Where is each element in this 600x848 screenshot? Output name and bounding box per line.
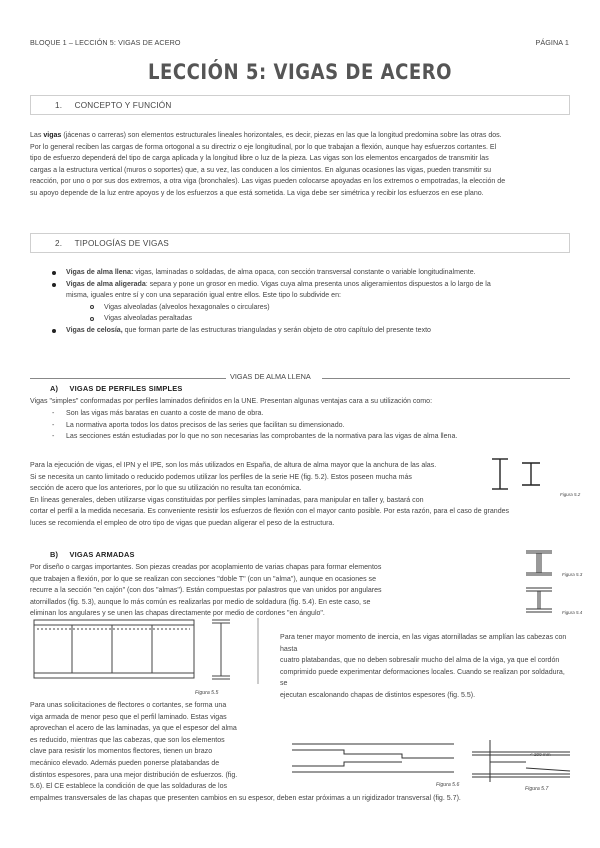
sub-bullet-item <box>104 302 576 314</box>
section-2-title: TIPOLOGÍAS DE VIGAS <box>74 239 169 248</box>
subsection-b-paragraph-3 <box>30 700 268 793</box>
bullet-dot-icon <box>52 329 56 333</box>
bullet-term: Vigas de alma aligerada <box>66 280 146 288</box>
figure-5-5-drawing <box>32 616 272 688</box>
bullet-dot-icon <box>52 283 56 287</box>
figure-5-2-drawing <box>486 455 570 499</box>
subsection-a-label <box>50 384 183 393</box>
text-line: tipo de esfuerzo dependerá del tipo de carga aplicada y la longitud libre o luz de la pieza. Las vigas son los elementos encargados de transmitir las <box>30 155 489 163</box>
text-run: Las <box>30 132 44 139</box>
circle-bullet-icon <box>90 317 94 321</box>
bullet-dot-icon <box>52 271 56 275</box>
text-line: aprovechan el acero de las laminadas, ya que el espesor del alma <box>30 725 237 733</box>
sub-bullet-text: Vigas alveoladas (alveolos hexagonales o circulares) <box>104 303 270 311</box>
divider-rule-left <box>30 378 226 379</box>
figure-5-7-dimension-label: < 200 mm <box>530 752 551 757</box>
section-1-title: CONCEPTO Y FUNCIÓN <box>74 101 172 110</box>
text-line: cuatro platabandas, que no deben sobresalir mucho del alma de la viga, ya que el cordón <box>280 657 560 665</box>
subsection-b-letter: B) <box>50 550 59 559</box>
text-line: cargas a la estructura vertical (muros o soportes) que, a su vez, las conducen a los cimientos. En algunas ocasiones las vigas, pueden transmitir su <box>30 166 492 174</box>
text-line: es reducido, mientras que las cabezas, que son los elementos <box>30 736 225 744</box>
dash-item <box>52 408 566 420</box>
bullet-term: Vigas de celosía, <box>66 326 123 334</box>
section-1-label <box>55 101 171 110</box>
text-line: Para tener mayor momento de inercia, en las vigas atornilladas se amplían las cabezas con hasta <box>280 634 567 653</box>
dash-marker: - <box>52 421 55 429</box>
section-2-header <box>30 233 570 253</box>
dash-text: Las secciones están estudiadas por lo que no son necesarias las comprobantes de la normativa para las vigas de alma llena. <box>66 433 458 441</box>
sub-bullet-text: Vigas alveoladas peraltadas <box>104 315 193 323</box>
text-line: que trabajen a flexión, por lo que se realizan con secciones "doble T" (con un "alma"), aunque en ocasiones se <box>30 575 376 583</box>
text-line: cortar el perfil a la medida necesaria. Es conveniente resistir los esfuerzos de flexión con el mayor canto posible. Por esta razón, para el caso de grandes <box>30 508 510 516</box>
text-line: En líneas generales, deben utilizarse vigas constituidas por perfiles simples laminadas, para manipular en taller y, bastará con <box>30 496 424 504</box>
text-line: viga armada de menor peso que el perfil laminado. Estas vigas <box>30 713 227 721</box>
running-header-right: PÁGINA 1 <box>535 38 569 47</box>
bullet-text-continued: misma, iguales entre sí y con una separación igual entre ellos. Este tipo lo subdivide en: <box>66 292 341 300</box>
text-line: Por lo general reciben las cargas de forma ortogonal a su directriz o eje longitudinal, por lo que trabajan a flexión, aunque hay esfuerzos cortantes. El <box>30 143 497 151</box>
section-2-number: 2. <box>55 239 63 248</box>
bullet-text: vigas, laminadas o soldadas, de alma opaca, con sección transversal constante o variable longitudinalmente. <box>133 269 476 276</box>
text-line: Por diseño o cargas importantes. Son piezas creadas por acoplamiento de varias chapas para formar elementos <box>30 564 382 571</box>
subsection-b-label <box>50 550 135 559</box>
divider-rule-right <box>322 378 570 379</box>
text-line: (jácenas o carreras) son elementos estructurales lineales horizontales, es decir, piezas en las que la longitud predomina sobre las otras dos. <box>61 132 502 139</box>
bullet-text: que forman parte de las estructuras trianguladas y serán objeto de otro capítulo del presente texto <box>122 326 431 334</box>
subsection-b-title: VIGAS ARMADAS <box>69 550 135 559</box>
subsection-b-closing-line: empalmes transversales de las chapas que presenten cambios en su espesor, deben estar próximas a un rigidizador transversal (fig. 5.7). <box>30 795 461 802</box>
figure-5-3-caption: Figura 5.3 <box>562 572 583 577</box>
dash-text: La normativa aporta todos los datos precisos de las series que facilitan su dimensionado. <box>66 421 345 429</box>
text-line: recurre a la sección "en cajón" (con dos "almas"). Están compuestas por palastros que van unidos por angulares <box>30 587 382 595</box>
subsection-b-paragraph-2 <box>280 632 572 702</box>
text-line: atornillados (fig. 5.3), aunque lo más común es realizarlas por medio de soldadura (fig. 5.4). En este caso, se <box>30 598 371 606</box>
text-line: Para unas solicitaciones de flectores o cortantes, se forma una <box>30 702 227 709</box>
text-line: mecánico elevado. Además pueden ponerse platabandas de <box>30 759 220 767</box>
dash-item <box>52 431 566 443</box>
text-line: Para la ejecución de vigas, el IPN y el IPE, son los más utilizados en España, de altura de alma mayor que la anchura de las alas. <box>30 462 437 469</box>
text-line: distintos espesores, para una mejor distribución de esfuerzos. (fig. <box>30 771 238 779</box>
bullet-text: : separa y pone un grosor en medio. Vigas cuya alma presenta unos aligeramientos dispuestos a lo largo de la <box>145 280 491 288</box>
term-vigas: vigas <box>43 132 62 139</box>
text-line: Si se necesita un canto limitado o reducido podemos utilizar los perfiles de la serie HE (fig. 5.2). Estos poseen mucha más <box>30 473 412 481</box>
text-line: 5.6). El CE establece la condición de que las soldaduras de los <box>30 783 228 791</box>
dash-item <box>52 420 566 432</box>
dash-marker: - <box>52 433 55 441</box>
subsection-a-title: VIGAS DE PERFILES SIMPLES <box>69 384 183 393</box>
text-line: luces se recomienda el empleo de otro tipo de vigas que puedan aligerar el peso de la estructura. <box>30 519 335 527</box>
section-1-number: 1. <box>55 101 63 110</box>
dash-marker: - <box>52 410 55 417</box>
figure-5-7-drawing <box>470 738 575 792</box>
running-header-left: BLOQUE 1 – LECCIÓN 5: VIGAS DE ACERO <box>30 38 181 47</box>
bullet-list <box>66 267 576 337</box>
figure-5-7-caption: Figura 5.7 <box>525 786 549 792</box>
subsection-a-letter: A) <box>50 384 59 393</box>
figure-5-6-caption: Figura 5.6 <box>436 782 460 788</box>
text-line: sección de acero que los anteriores, por lo que su utilización no resulta tan económica. <box>30 485 302 493</box>
page-title: LECCIÓN 5: VIGAS DE ACERO <box>147 60 453 84</box>
bullet-item <box>66 267 576 279</box>
section-1-header <box>30 95 570 115</box>
sub-bullet-item <box>104 313 576 325</box>
text-line: su apoyo depende de la luz entre apoyos y de los esfuerzos a que está sometida. La viga debe ser simétrica y recibir los esfuerzos en ese plano. <box>30 189 484 197</box>
bullet-item <box>66 325 576 337</box>
figure-5-6-drawing <box>290 738 460 782</box>
figure-5-4-caption: Figura 5.4 <box>562 610 583 615</box>
text-line: reacción, por uno o por sus dos extremos, a otra viga (bronchales). Las vigas pueden colocarse apoyadas en los extremos o empotradas, la elección de <box>30 178 506 186</box>
text-line: eliminan los angulares y se unen las chapas directamente por medio de cordones "en ángulo". <box>30 610 325 618</box>
bullet-item <box>66 279 576 291</box>
figure-5-5-caption: Figura 5.5 <box>195 690 219 696</box>
text-line: clave para resistir los momentos flectores, tienen un brazo <box>30 748 213 756</box>
bullet-term: Vigas de alma llena: <box>66 269 134 276</box>
dash-text: Son las vigas más baratas en cuanto a coste de mano de obra. <box>66 410 264 417</box>
section-2-label <box>55 239 169 248</box>
subsection-a-intro: Vigas "simples" conformadas por perfiles laminados definidos en la UNE. Presentan algunas ventajas cara a su utilización como: <box>30 398 433 405</box>
text-line: ejecutan escalonando chapas de distintos espesores (fig. 5.5). <box>280 691 476 699</box>
section-1-paragraph <box>30 130 578 200</box>
text-line: comprimido puede experimentar deformaciones locales. Cuando se realizan por soldadura, se <box>280 668 565 688</box>
circle-bullet-icon <box>90 305 94 309</box>
dash-list <box>52 408 566 443</box>
figure-5-2-caption: Figura 5.2 <box>560 492 581 497</box>
divider-label: VIGAS DE ALMA LLENA <box>230 372 311 381</box>
subsection-b-paragraph <box>30 562 450 620</box>
